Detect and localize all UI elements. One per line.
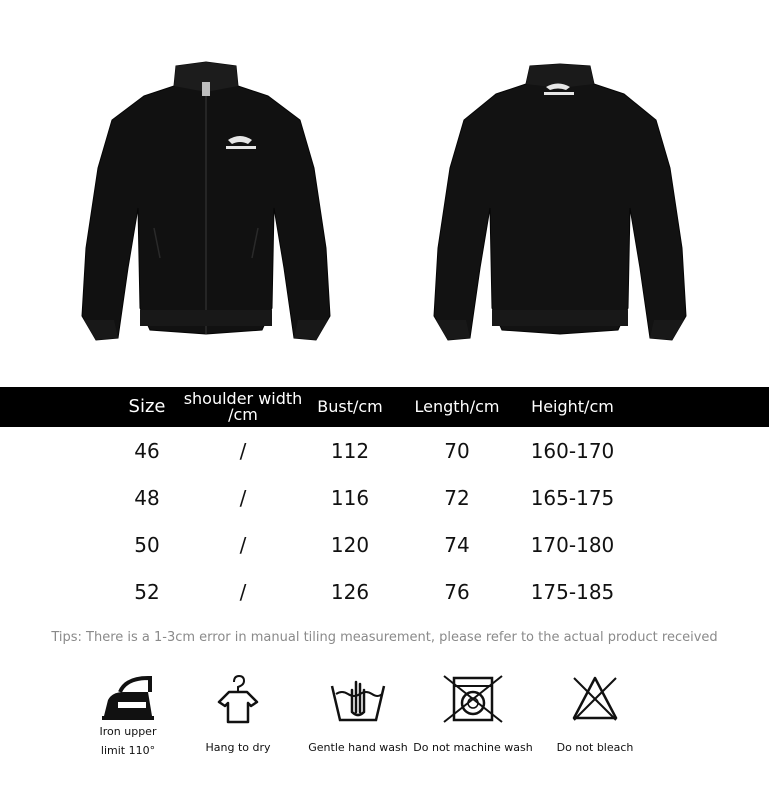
hanger-icon [213, 672, 263, 726]
cell-bust: 112 [330, 438, 370, 463]
header-bust: Bust/cm [317, 397, 383, 416]
care-label-no-machine-wash: Do not machine wash [413, 741, 533, 754]
cell-height: 170-180 [530, 532, 615, 557]
table-row [0, 427, 769, 474]
care-item-hand-wash [306, 672, 410, 757]
table-row [0, 474, 769, 521]
cell-bust: 120 [330, 532, 370, 557]
cell-size: 52 [134, 579, 160, 604]
tips-text: Tips: There is a 1-3cm error in manual tiling measurement, please refer to the actual product received [51, 630, 718, 645]
header-size: Size [128, 396, 166, 417]
cell-bust: 116 [330, 485, 370, 510]
care-item-hang [198, 672, 278, 757]
cell-shoulder: / [239, 579, 247, 604]
care-instructions [0, 672, 769, 792]
cell-length: 72 [444, 485, 470, 510]
table-header [0, 387, 769, 427]
jacket-front-image [78, 58, 334, 348]
table-row [0, 521, 769, 568]
header-length: Length/cm [414, 397, 500, 416]
cell-size: 48 [134, 485, 160, 510]
no-bleach-icon [570, 672, 620, 726]
care-label-hang: Hang to dry [205, 741, 271, 754]
cell-shoulder: / [239, 485, 247, 510]
header-shoulder-line1: shoulder width [183, 389, 303, 408]
cell-length: 76 [444, 579, 470, 604]
cell-shoulder: / [239, 438, 247, 463]
no-machine-wash-icon [440, 672, 506, 726]
iron-icon [98, 672, 158, 722]
cell-height: 175-185 [530, 579, 615, 604]
cell-height: 160-170 [530, 438, 615, 463]
product-images [0, 0, 769, 385]
hand-wash-icon [328, 672, 388, 726]
cell-shoulder: / [239, 532, 247, 557]
care-label-iron-line1: Iron upper [99, 725, 157, 738]
cell-size: 50 [134, 532, 160, 557]
care-item-iron [88, 672, 168, 760]
table-row [0, 568, 769, 615]
header-height: Height/cm [531, 397, 614, 416]
care-label-iron-line2: limit 110° [100, 744, 156, 757]
care-item-no-machine-wash [412, 672, 534, 757]
cell-size: 46 [134, 438, 160, 463]
cell-bust: 126 [330, 579, 370, 604]
header-shoulder-line2: /cm [228, 405, 258, 424]
cell-height: 165-175 [530, 485, 615, 510]
size-table [0, 387, 769, 615]
cell-length: 70 [444, 438, 470, 463]
jacket-back-image [432, 58, 688, 348]
care-label-no-bleach: Do not bleach [556, 741, 634, 754]
care-item-no-bleach [546, 672, 644, 757]
cell-length: 74 [444, 532, 470, 557]
header-shoulder-width [178, 387, 308, 427]
care-label-hand-wash: Gentle hand wash [308, 741, 408, 754]
